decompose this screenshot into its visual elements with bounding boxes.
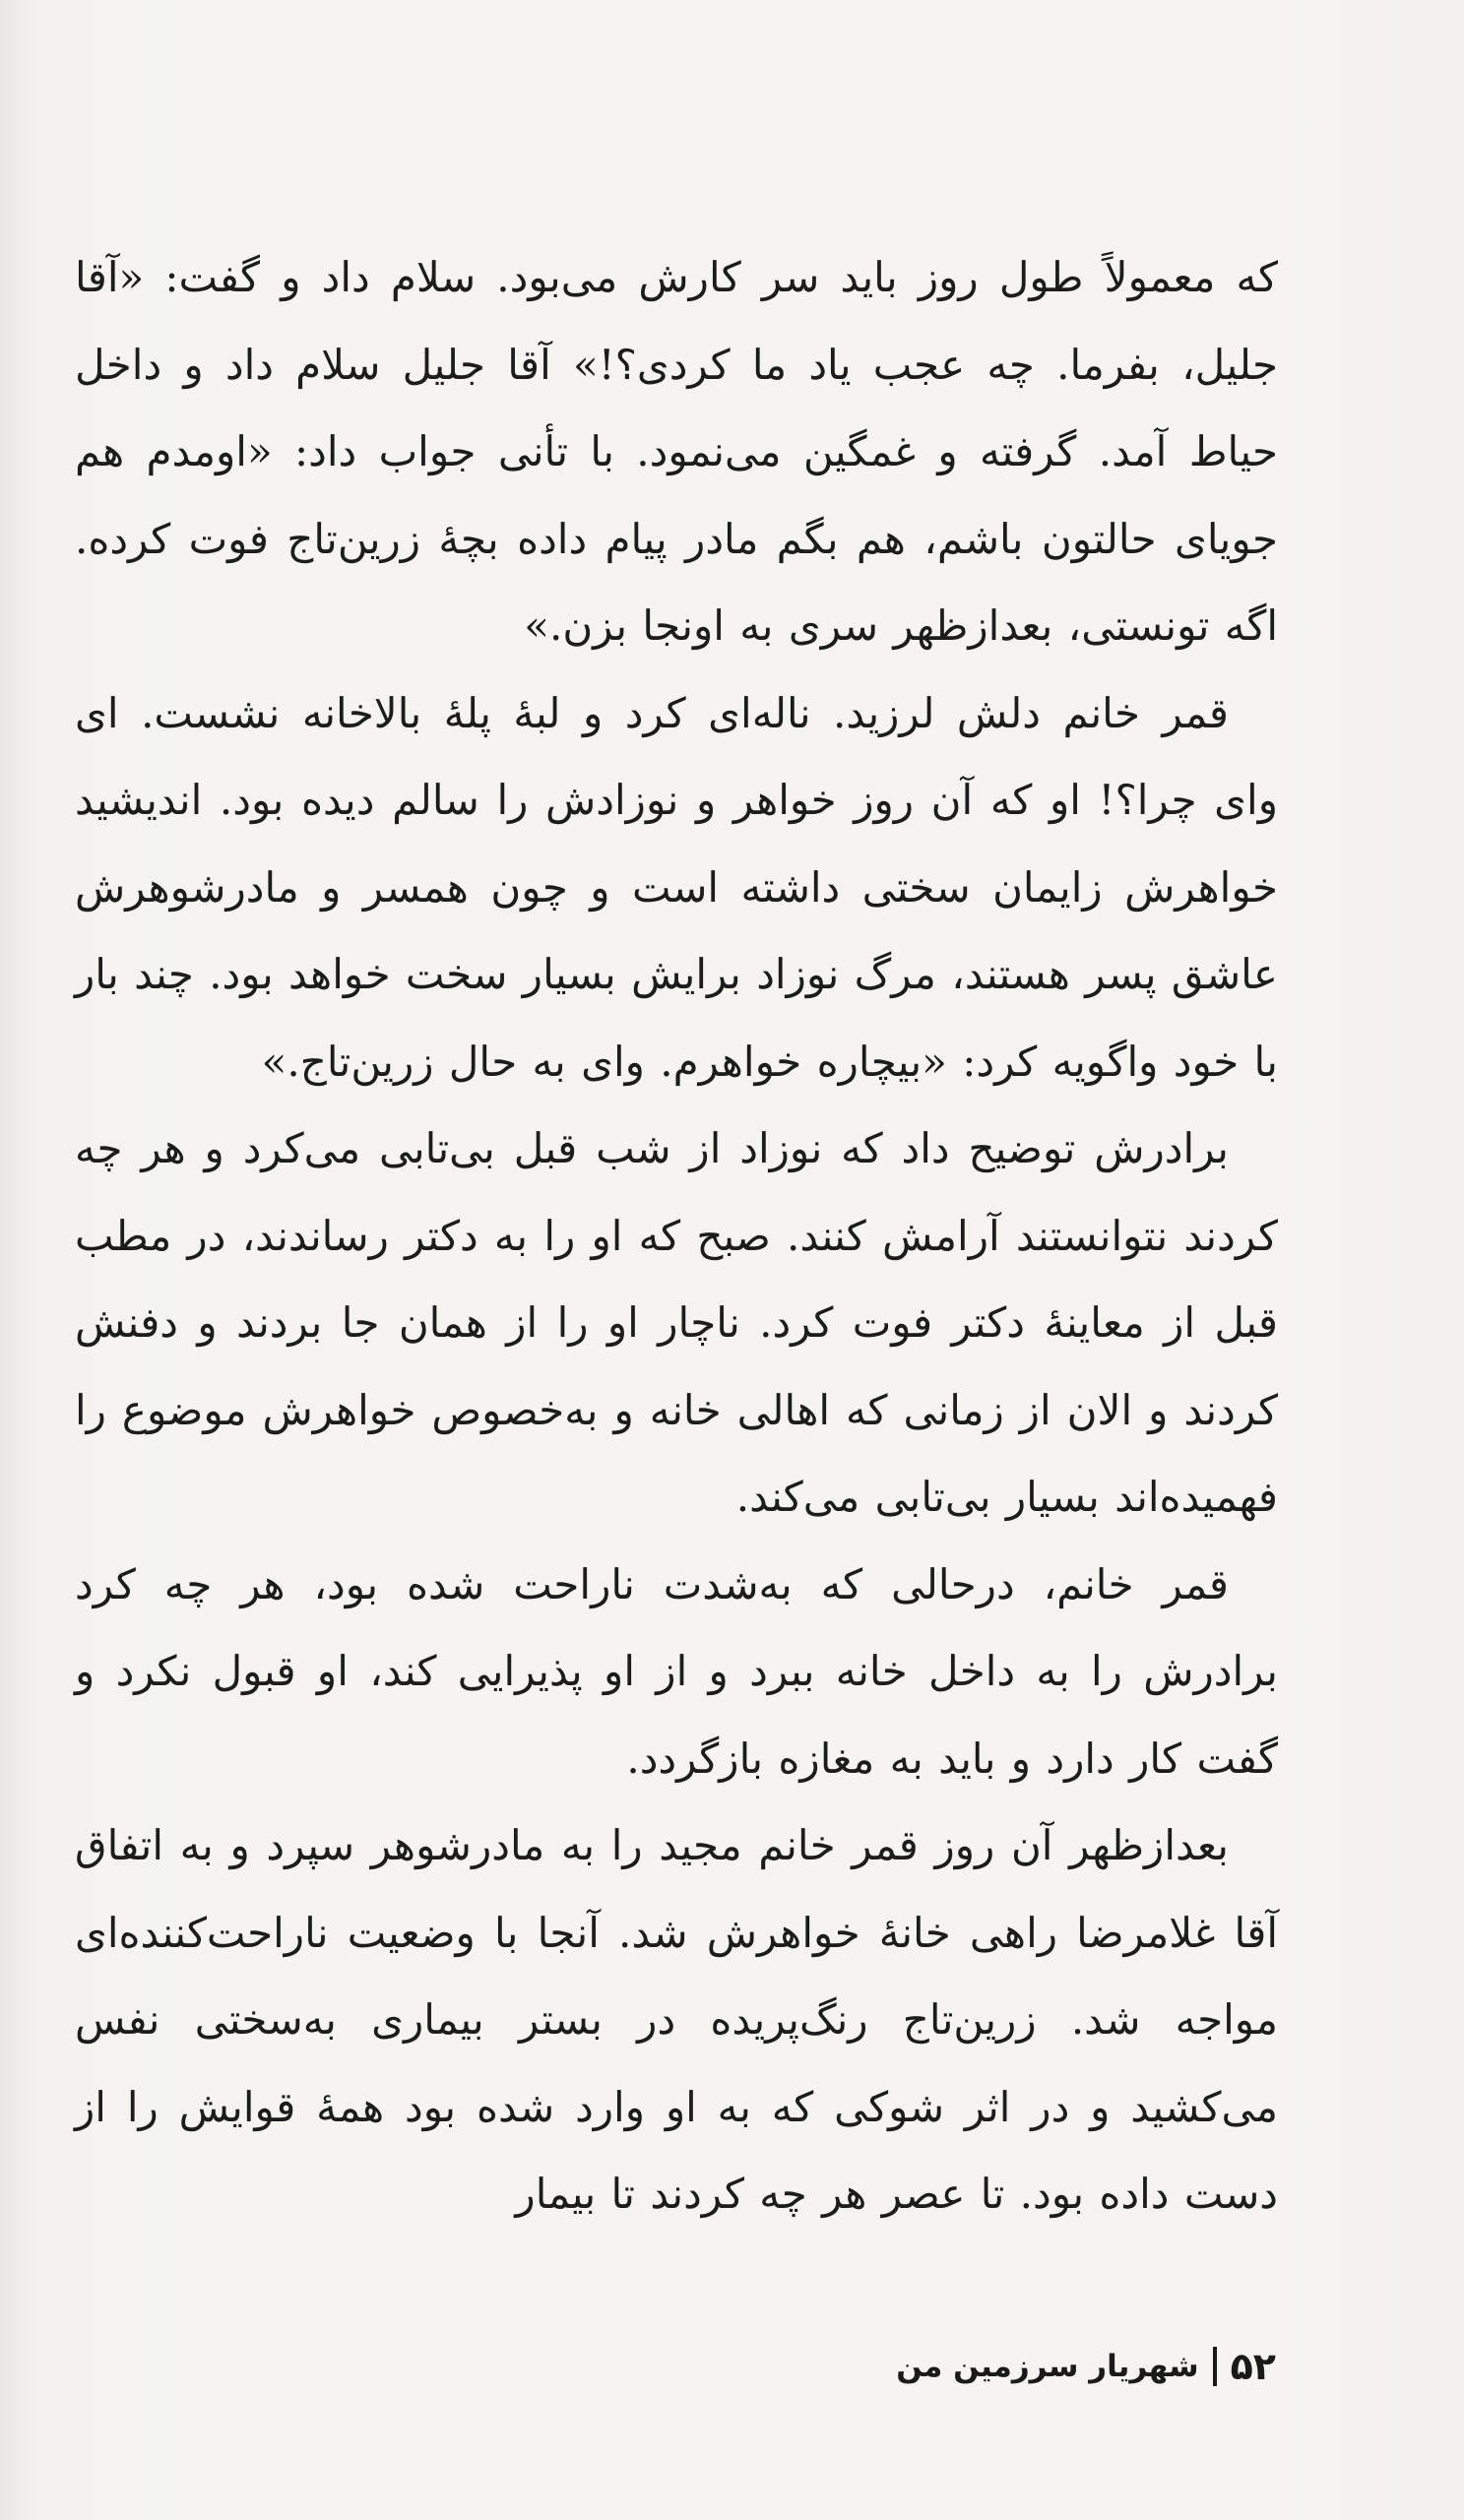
paragraph-3: برادرش توضیح داد که نوزاد از شب قبل بی‌تابی می‌کرد و هر چه کردند نتوانستند آرامش کنند. صبح که او را به دکتر رساندند، در مطب قبل از معاینۀ دکتر فوت کرد. ناچار او را از همان جا بردند و دفنش کردند و الان از زمانی که اهالی خانه و به‌خصوص خواهرش موضوع را فهمیده‌اند بسیار بی‌تابی می‌کند.	[75, 1124, 1278, 1521]
footer-divider	[1213, 2347, 1217, 2386]
book-title: شهریار سرزمین من	[896, 2349, 1199, 2384]
page-body-text	[75, 234, 1278, 2238]
paragraph-5: بعدازظهر آن روز قمر خانم مجید را به مادرشوهر سپرد و به اتفاق آقا غلامرضا راهی خانۀ خواهرش شد. آنجا با وضعیت ناراحت‌کننده‌ای مواجه شد. زرین‌تاج رنگ‌پریده در بستر بیماری به‌سختی نفس می‌کشید و در اثر شوکی که به او وارد شده بود همۀ قوایش را از دست داده بود. تا عصر هر چه کردند تا بیمار	[75, 1821, 1278, 2218]
paragraph-2: قمر خانم دلش لرزید. ناله‌ای کرد و لبۀ پلۀ بالاخانه نشست. ای وای چرا؟! او که آن روز خواهر و نوزادش را سالم دیده بود. اندیشید خواهرش زایمان سختی داشته است و چون همسر و مادرشوهرش عاشق پسر هستند، مرگ نوزاد برایش بسیار سخت خواهد بود. چند بار با خود واگویه کرد: «بیچاره خواهرم. وای به حال زرین‌تاج.»	[75, 688, 1278, 1086]
page-number: ۵۲	[1230, 2345, 1276, 2388]
paragraph-4: قمر خانم، درحالی که به‌شدت ناراحت شده بود، هر چه کرد برادرش را به داخل خانه ببرد و از او پذیرایی کند، او قبول نکرد و گفت کار دارد و باید به مغازه بازگردد.	[75, 1559, 1278, 1783]
page-footer	[896, 2345, 1276, 2388]
paragraph-1: که معمولاً طول روز باید سر کارش می‌بود. سلام داد و گفت: «آقا جلیل، بفرما. چه عجب یاد ما کردی؟!» آقا جلیل سلام داد و داخل حیاط آمد. گرفته و غمگین می‌نمود. با تأنی جواب داد: «اومدم هم جویای حالتون باشم، هم بگم مادر پیام داده بچۀ زرین‌تاج فوت کرده. اگه تونستی، بعدازظهر سری به اونجا بزن.»	[75, 253, 1278, 650]
